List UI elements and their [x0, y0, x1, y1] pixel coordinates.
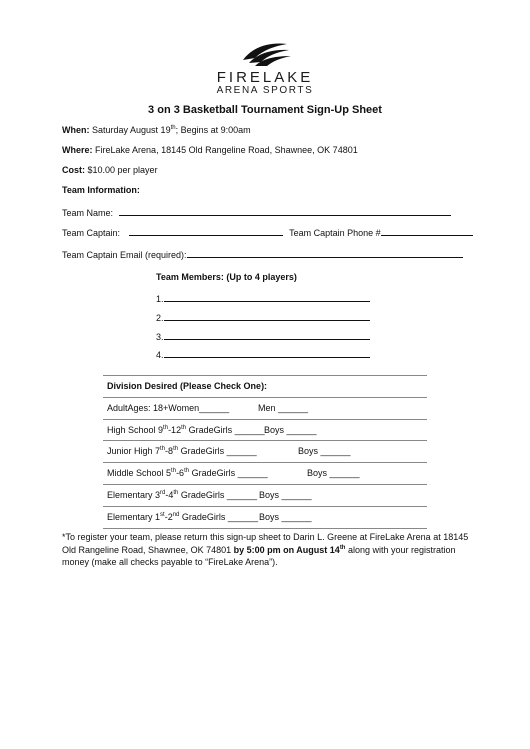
- team-name-field[interactable]: [119, 206, 451, 216]
- team-name-row: [62, 206, 451, 218]
- team-info-heading: Team Information:: [62, 185, 140, 195]
- division-row-elementary-1-2[interactable]: Elementary 1st-2nd GradeGirls ______ Boys ______: [103, 507, 427, 529]
- division-table: [103, 375, 427, 529]
- flame-swoosh-icon: [235, 38, 295, 68]
- when-value: Saturday August 19th; Begins at 9:00am: [92, 125, 251, 135]
- cost-label: Cost:: [62, 165, 85, 175]
- team-captain-row: [62, 226, 473, 238]
- captain-email-field[interactable]: [187, 248, 463, 258]
- team-name-label: Team Name:: [62, 208, 114, 218]
- member-field-4[interactable]: [164, 348, 370, 358]
- member-field-3[interactable]: [164, 330, 370, 340]
- division-heading: Division Desired (Please Check One):: [103, 375, 427, 398]
- when-label: When:: [62, 125, 90, 135]
- when-line: [62, 125, 251, 135]
- member-row-1: 1.: [156, 292, 370, 304]
- cost-value: $10.00 per player: [87, 165, 158, 175]
- where-label: Where:: [62, 145, 93, 155]
- member-row-3: 3.: [156, 330, 370, 342]
- captain-email-row: [62, 248, 463, 260]
- brand-name: FIRELAKE: [216, 69, 314, 86]
- captain-email-label: Team Captain Email (required):: [62, 250, 187, 260]
- registration-note: *To register your team, please return this sign-up sheet to Darin L. Greene at FireLake Arena at 18145 Old Rangeline Road, Shawnee, OK 74801 by 5:00 pm on August 14th along with your registration money (make all checks payable to “FireLake Arena”).: [62, 532, 469, 567]
- where-value: FireLake Arena, 18145 Old Rangeline Road, Shawnee, OK 74801: [95, 145, 358, 155]
- page-title: 3 on 3 Basketball Tournament Sign-Up Sheet: [148, 104, 382, 116]
- captain-phone-field[interactable]: [381, 226, 473, 236]
- team-captain-label: Team Captain:: [62, 228, 121, 238]
- division-row-high-school[interactable]: High School 9th-12th GradeGirls ______ Boys ______: [103, 420, 427, 442]
- member-field-2[interactable]: [164, 311, 370, 321]
- division-row-junior-high[interactable]: Junior High 7th-8th GradeGirls ______ Boys ______: [103, 441, 427, 463]
- firelake-logo: [0, 38, 530, 97]
- division-row-middle-school[interactable]: Middle School 5th-6th GradeGirls ______ Boys ______: [103, 463, 427, 485]
- member-row-4: 4.: [156, 348, 370, 360]
- cost-line: [62, 165, 158, 175]
- member-field-1[interactable]: [164, 292, 370, 302]
- captain-phone-label: Team Captain Phone #: [289, 228, 381, 238]
- where-line: [62, 145, 358, 155]
- team-members-heading: Team Members: (Up to 4 players): [156, 272, 297, 282]
- member-row-2: 2.: [156, 311, 370, 323]
- team-captain-field[interactable]: [129, 226, 283, 236]
- division-row-elementary-3-4[interactable]: Elementary 3rd-4th GradeGirls ______ Boys ______: [103, 485, 427, 507]
- division-row-adult[interactable]: AdultAges: 18+Women______ Men ______: [103, 398, 427, 420]
- brand-subtitle: ARENA SPORTS: [216, 85, 314, 96]
